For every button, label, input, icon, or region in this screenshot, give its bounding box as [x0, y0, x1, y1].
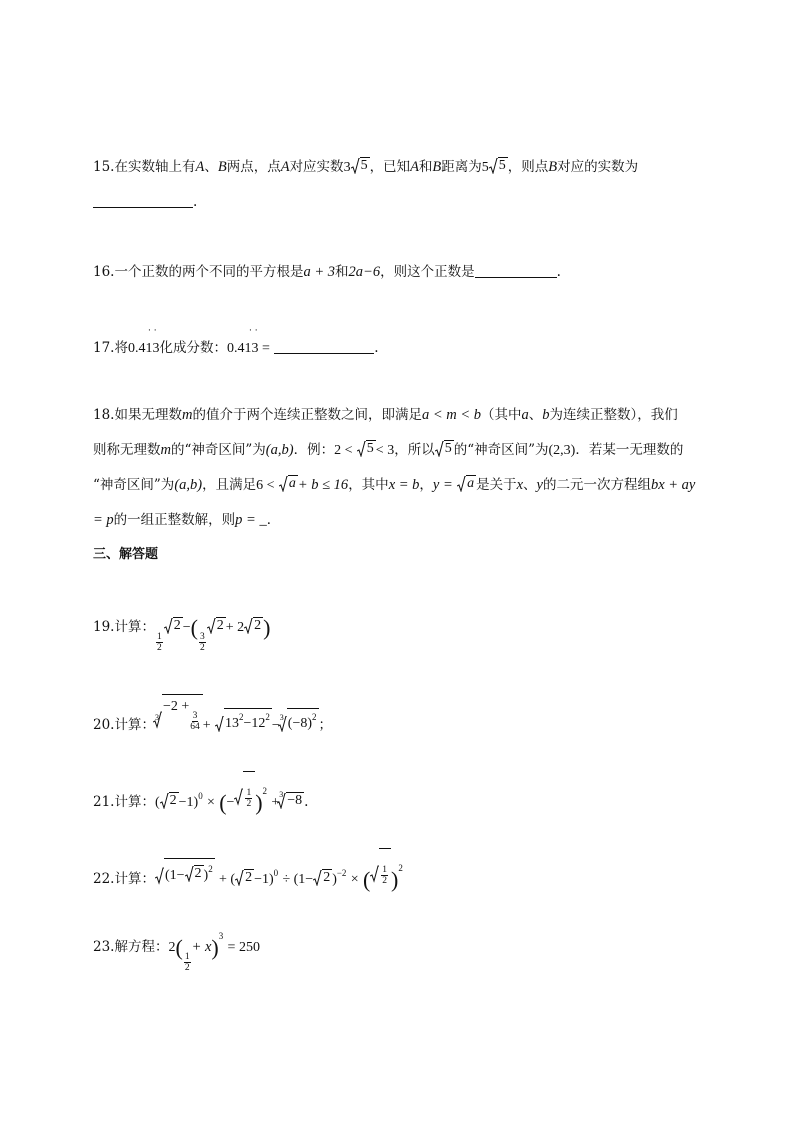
question-20: 20.计算：$^3$ −2 + $\frac{3}{64}$ + $13^2-12^2$ −$^3$ $(-8)^2$ ；: [93, 694, 332, 737]
section-heading: 三、解答题: [93, 547, 159, 562]
sqrt-5: 5: [351, 157, 370, 174]
question-18-line-3: “神奇区间”为(a,b)，且满足6 < a + b ≤ 16，其中x = b，y = a 是关于x、y的二元一次方程组bx + ay: [93, 476, 696, 493]
question-18-line-4: = p的一组正整数解，则p = _．: [93, 512, 281, 528]
question-15-answer: .: [93, 192, 197, 212]
sqrt-5: 5: [489, 157, 508, 174]
question-23: 23.解方程：2( $\frac{1}{2}$ + x)$^3$ = 250: [93, 931, 260, 973]
question-18-line-2: 则称无理数m的“神奇区间”为(a,b)．例：2 < 5 < 3，所以 5 的“神奇区间”为(2,3)．若某一无理数的: [93, 441, 684, 458]
fraction: $\frac{1}{2}$: [184, 952, 190, 973]
question-19: 19.计算： $\frac{1}{2}$ 2 −( $\frac{3}{2}$ 2 + 2 2 ): [93, 615, 271, 653]
sqrt-5: 5: [435, 440, 454, 457]
fraction: $\frac{1}{2}$: [156, 632, 162, 653]
question-22: 22.计算： (1− 2 )$^2$ + ( 2 −1)$^0$ ÷ (1− 2 )$^{-2}$ × ( $\frac{1}{2}$ )$^2$: [93, 848, 403, 890]
question-16: 16.一个正数的两个不同的平方根是a + 3和2a−6，则这个正数是 .: [93, 264, 561, 280]
sqrt-a: a: [279, 475, 298, 492]
answer-blank[interactable]: [475, 263, 557, 278]
fraction: $\frac{3}{2}$: [199, 632, 205, 653]
question-18-line-1: 18.如果无理数m的值介于两个连续正整数之间，即满足a < m < b（其中a、b为连续正整数），我们: [93, 407, 678, 423]
repeating-dots: · ·: [249, 326, 258, 336]
repeating-dots: · ·: [148, 326, 157, 336]
question-15: 15.在实数轴上有A、B两点，点A对应实数3 5 ，已知A和B距离为5 5 ，则点B对应的实数为: [93, 158, 639, 175]
answer-blank[interactable]: [93, 193, 193, 208]
answer-blank[interactable]: [274, 339, 374, 354]
sqrt-a: a: [457, 475, 476, 492]
sqrt-5: 5: [357, 440, 376, 457]
question-21: 21.计算：( 2 −1)$^0$ × (− $\frac{1}{2}$ )$^2$ +$^3$ −8 .: [93, 771, 308, 814]
question-17: 17.将0.413化成分数：0.413 = .: [93, 340, 379, 356]
